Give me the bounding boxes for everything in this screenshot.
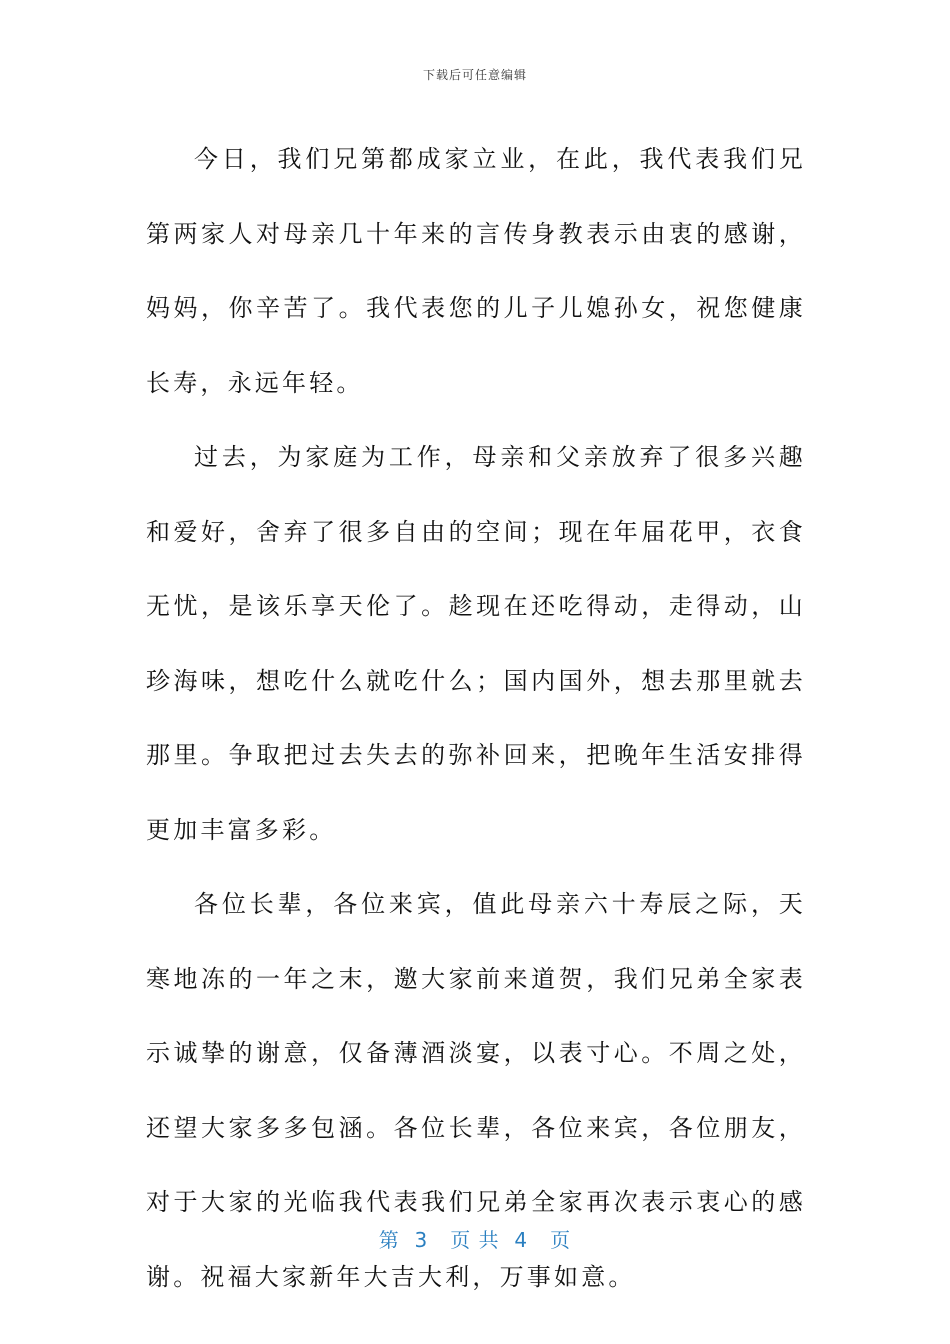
paragraph-1: 今日，我们兄第都成家立业，在此，我代表我们兄第两家人对母亲几十年来的言传身教表示由衷的感谢，妈妈，你辛苦了。我代表您的儿子儿媳孙女，祝您健康长寿，永远年轻。 — [146, 145, 806, 397]
page-number-footer: 第 3 页 共 4 页 — [378, 1228, 572, 1252]
paragraph-3: 各位长辈，各位来宾，值此母亲六十寿辰之际，天寒地冻的一年之末，邀大家前来道贺，我们兄弟全家表示诚挚的谢意，仅备薄酒淡宴，以表寸心。不周之处，还望大家多多包涵。各位长辈，各位来宾，各位朋友，对于大家的光临我代表我们兄弟全家再次表示衷心的感谢。祝福大家新年大吉大利，万事如意。 — [146, 890, 806, 1291]
paragraph-2: 过去，为家庭为工作，母亲和父亲放弃了很多兴趣和爱好，舍弃了很多自由的空间；现在年届花甲，衣食无忧，是该乐享天伦了。趁现在还吃得动，走得动，山珍海味，想吃什么就吃什么；国内国外，想去那里就去那里。争取把过去失去的弥补回来，把晚年生活安排得更加丰富多彩。 — [146, 443, 806, 844]
document-body — [146, 122, 806, 1314]
header-note: 下载后可任意编辑 — [422, 68, 527, 82]
